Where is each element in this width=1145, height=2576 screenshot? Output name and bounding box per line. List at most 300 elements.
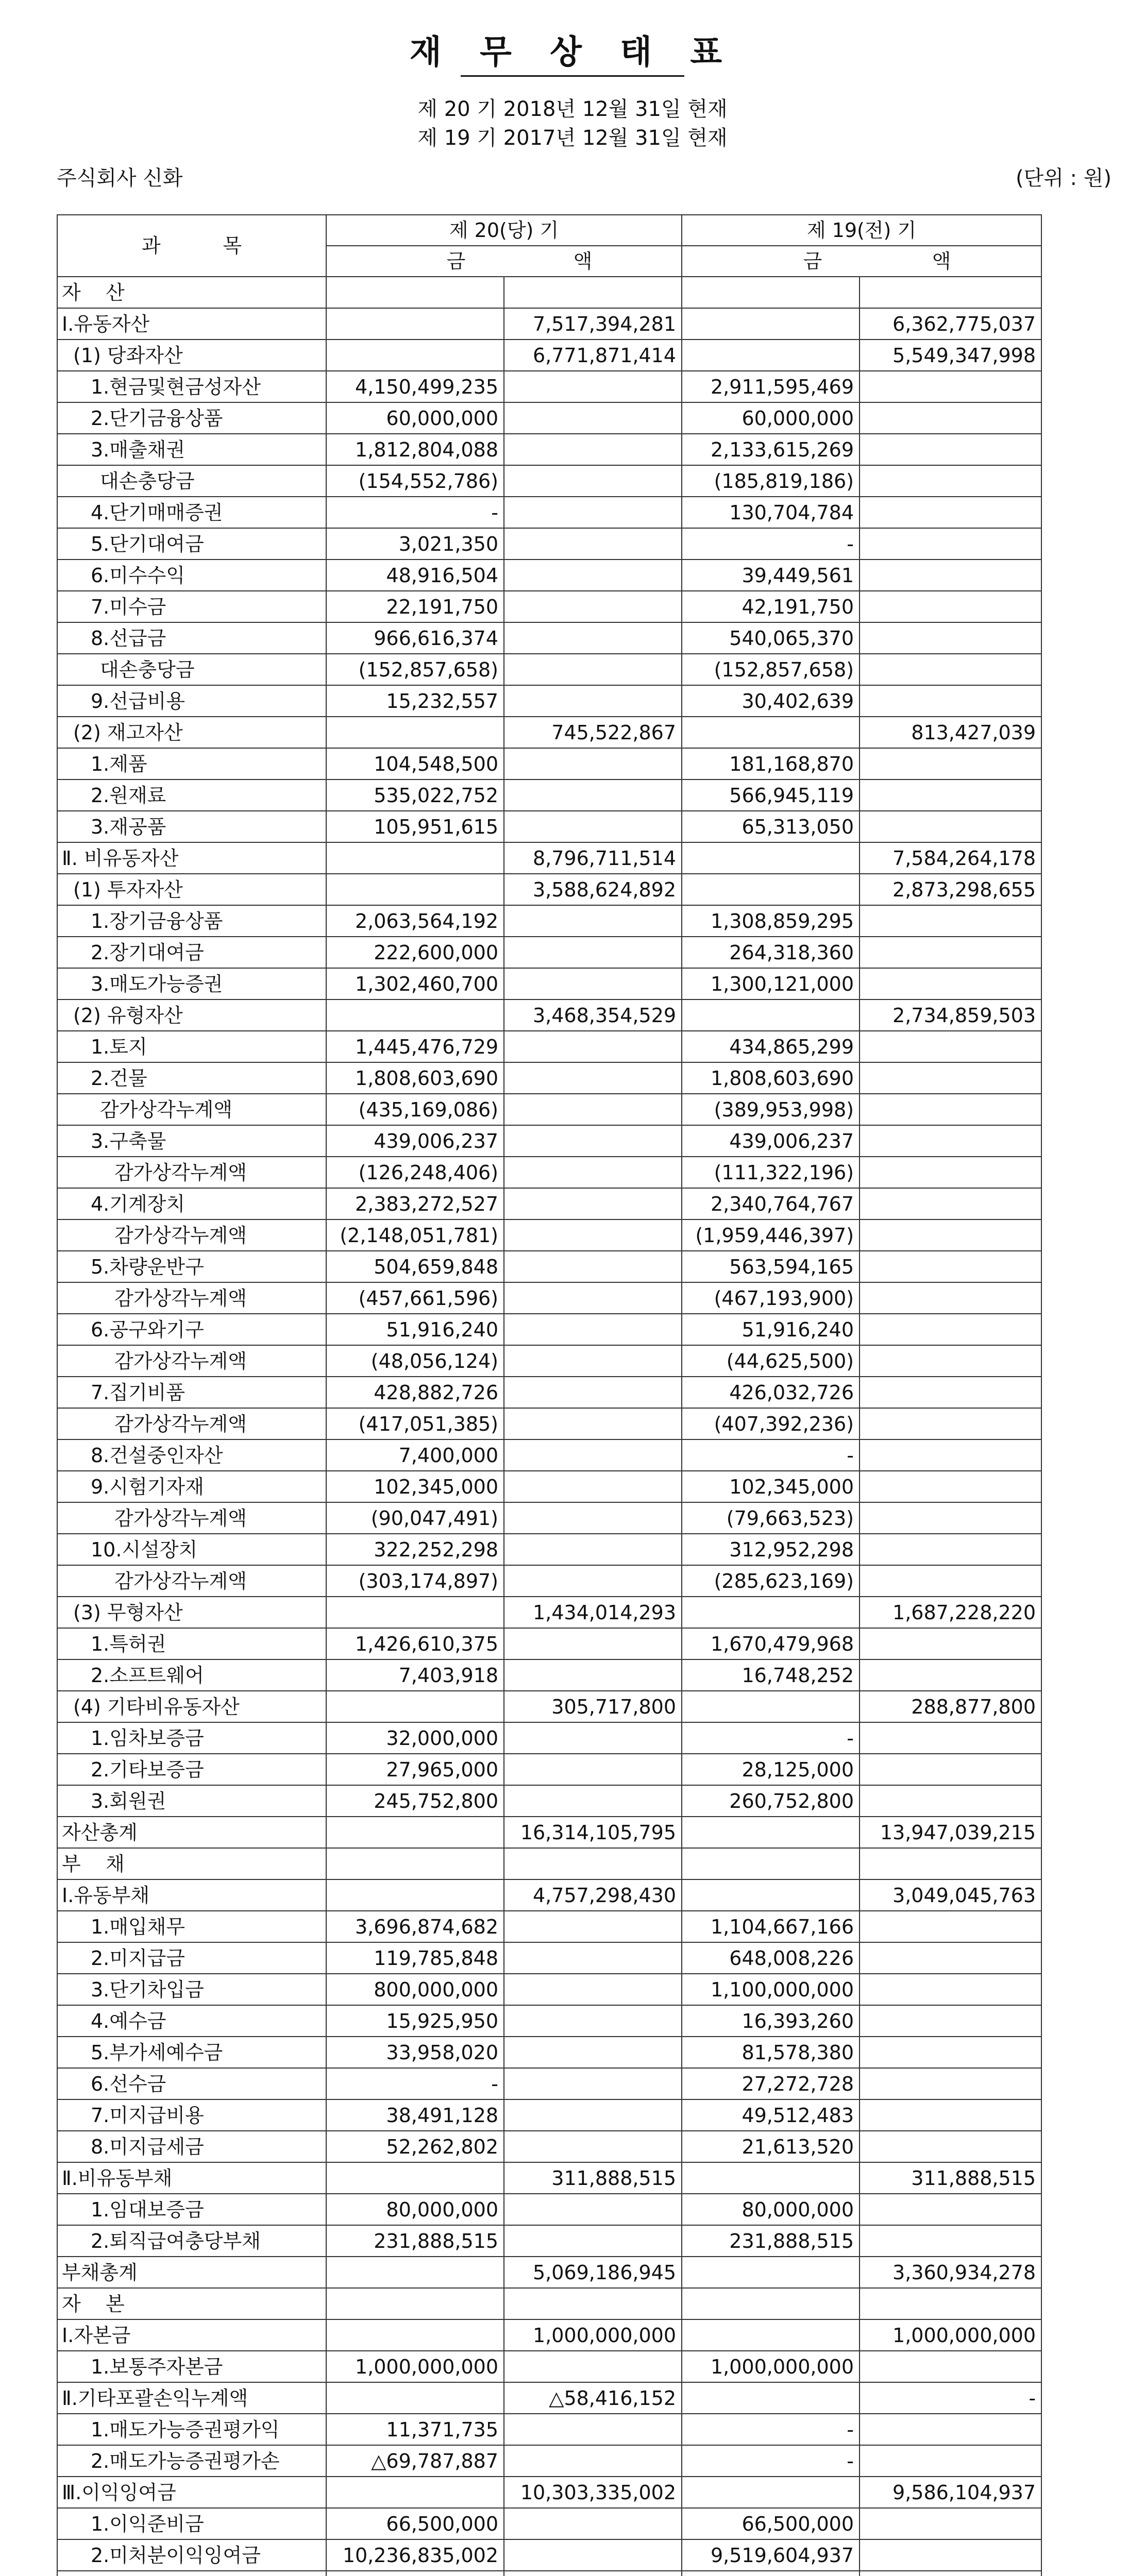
previous-subtotal-amount (860, 1502, 1041, 1534)
current-detail-amount (326, 1848, 504, 1879)
current-subtotal-amount (504, 1377, 682, 1408)
current-subtotal-amount (504, 1534, 682, 1565)
current-subtotal-amount (504, 434, 682, 465)
current-detail-amount (326, 2477, 504, 2508)
table-row (57, 2037, 1041, 2068)
current-detail-amount: 1,808,603,690 (326, 1062, 504, 1094)
current-detail-amount: 102,345,000 (326, 1471, 504, 1502)
previous-detail-amount: 566,945,119 (682, 779, 860, 811)
current-detail-amount: 231,888,515 (326, 2225, 504, 2257)
current-detail-amount: (303,174,897) (326, 1565, 504, 1597)
table-row (57, 497, 1041, 528)
previous-detail-amount (682, 2571, 860, 2576)
table-row (57, 402, 1041, 434)
current-subtotal-amount: 16,314,105,795 (504, 1817, 682, 1848)
current-detail-amount: 22,191,750 (326, 591, 504, 622)
table-row (57, 1314, 1041, 1345)
account-label: 6.미수수익 (57, 560, 326, 591)
table-row (57, 2319, 1041, 2351)
account-label: 2.퇴직급여충당부채 (57, 2225, 326, 2257)
previous-subtotal-amount: 288,877,800 (860, 1691, 1041, 1722)
current-detail-amount: 1,445,476,729 (326, 1031, 504, 1062)
current-detail-amount: (417,051,385) (326, 1408, 504, 1439)
account-label: 5.차량운반구 (57, 1251, 326, 1282)
previous-subtotal-amount: 13,947,039,215 (860, 1817, 1041, 1848)
account-label: 6.공구와기구 (57, 1314, 326, 1345)
previous-detail-amount (682, 2288, 860, 2319)
previous-subtotal-amount: 7,584,264,178 (860, 842, 1041, 874)
account-label: (1) 당좌자산 (57, 340, 326, 371)
account-label: 4.기계장치 (57, 1188, 326, 1219)
account-label: 3.재공품 (57, 811, 326, 842)
current-detail-amount (326, 2382, 504, 2414)
current-subtotal-amount (504, 1628, 682, 1659)
current-subtotal-amount (504, 2068, 682, 2099)
previous-detail-amount: 51,916,240 (682, 1314, 860, 1345)
current-subtotal-amount (504, 465, 682, 497)
current-subtotal-amount (504, 1659, 682, 1691)
previous-subtotal-amount (860, 1534, 1041, 1565)
previous-detail-amount (682, 277, 860, 308)
previous-detail-amount: (44,625,500) (682, 1345, 860, 1377)
current-detail-amount: 105,951,615 (326, 811, 504, 842)
account-label: 감가상각누계액 (57, 1219, 326, 1251)
current-subtotal-amount (504, 1911, 682, 1942)
current-subtotal-amount (504, 2099, 682, 2131)
unit-label: (단위 : 원) (1015, 166, 1112, 190)
previous-detail-amount (682, 1597, 860, 1628)
current-subtotal-amount (504, 1314, 682, 1345)
table-row (57, 2414, 1041, 2445)
table-row (57, 1691, 1041, 1722)
current-subtotal-amount (504, 2445, 682, 2477)
table-row (57, 340, 1041, 371)
table-row (57, 1377, 1041, 1408)
current-subtotal-amount (504, 560, 682, 591)
account-label: Ⅱ. 비유동자산 (57, 842, 326, 874)
table-row (57, 1439, 1041, 1471)
previous-subtotal-amount (860, 2414, 1041, 2445)
previous-detail-amount: 181,168,870 (682, 748, 860, 779)
previous-detail-amount: 66,500,000 (682, 2508, 860, 2539)
current-detail-amount (326, 308, 504, 340)
account-label: 3.매출채권 (57, 434, 326, 465)
account-label: 2.원재료 (57, 779, 326, 811)
table-row (57, 1345, 1041, 1377)
previous-detail-amount (682, 2477, 860, 2508)
previous-detail-amount: - (682, 1722, 860, 1754)
current-subtotal-amount (504, 1282, 682, 1314)
table-row (57, 2225, 1041, 2257)
current-subtotal-amount (504, 1157, 682, 1188)
current-detail-amount: 245,752,800 (326, 1785, 504, 1817)
table-row (57, 2005, 1041, 2037)
previous-subtotal-amount (860, 2508, 1041, 2539)
table-row (57, 842, 1041, 874)
previous-subtotal-amount: 813,427,039 (860, 717, 1041, 748)
current-subtotal-amount (504, 591, 682, 622)
current-detail-amount: 33,958,020 (326, 2037, 504, 2068)
previous-subtotal-amount (860, 1911, 1041, 1942)
current-detail-amount: 7,400,000 (326, 1439, 504, 1471)
previous-subtotal-amount (860, 1722, 1041, 1754)
account-label: 1.토지 (57, 1031, 326, 1062)
previous-detail-amount: 2,340,764,767 (682, 1188, 860, 1219)
account-label: 2.매도가능증권평가손 (57, 2445, 326, 2477)
account-label: 7.미수금 (57, 591, 326, 622)
account-label: 3.회원권 (57, 1785, 326, 1817)
table-row (57, 1879, 1041, 1911)
previous-detail-amount (682, 2382, 860, 2414)
current-subtotal-amount: △58,416,152 (504, 2382, 682, 2414)
current-subtotal-amount: 311,888,515 (504, 2162, 682, 2194)
current-subtotal-amount (504, 1439, 682, 1471)
previous-detail-amount (682, 2257, 860, 2288)
current-detail-amount: 2,063,564,192 (326, 905, 504, 937)
table-row (57, 1188, 1041, 1219)
previous-subtotal-amount (860, 1188, 1041, 1219)
account-label: 8.미지급세금 (57, 2131, 326, 2162)
table-row (57, 654, 1041, 685)
current-subtotal-amount (504, 2508, 682, 2539)
table-row (57, 905, 1041, 937)
table-row (57, 2162, 1041, 2194)
account-label: Ⅰ.자본금 (57, 2319, 326, 2351)
current-detail-amount (326, 2288, 504, 2319)
current-subtotal-amount (504, 2539, 682, 2571)
current-detail-amount (326, 842, 504, 874)
previous-detail-amount: 27,272,728 (682, 2068, 860, 2099)
previous-detail-amount: 65,313,050 (682, 811, 860, 842)
previous-detail-amount: - (682, 528, 860, 560)
account-label: 2.소프트웨어 (57, 1659, 326, 1691)
previous-detail-amount: 81,578,380 (682, 2037, 860, 2068)
previous-subtotal-amount (860, 2194, 1041, 2225)
current-detail-amount: 535,022,752 (326, 779, 504, 811)
previous-detail-amount: 2,133,615,269 (682, 434, 860, 465)
previous-subtotal-amount (860, 1219, 1041, 1251)
current-detail-amount (326, 2162, 504, 2194)
current-subtotal-amount: 10,303,335,002 (504, 2477, 682, 2508)
table-row (57, 1659, 1041, 1691)
current-detail-amount: 504,659,848 (326, 1251, 504, 1282)
previous-subtotal-amount: 2,873,298,655 (860, 874, 1041, 905)
account-label: 3.단기차입금 (57, 1974, 326, 2005)
previous-detail-amount: (152,857,658) (682, 654, 860, 685)
table-row (57, 560, 1041, 591)
table-row (57, 1031, 1041, 1062)
period-previous: 제 19 기 2017년 12월 31일 현재 (417, 126, 728, 150)
current-subtotal-amount (504, 371, 682, 402)
table-row (57, 1911, 1041, 1942)
account-label: 9.선급비용 (57, 685, 326, 717)
account-label: 5.단기대여금 (57, 528, 326, 560)
current-subtotal-amount: 8,796,711,514 (504, 842, 682, 874)
previous-subtotal-amount (860, 2351, 1041, 2382)
current-subtotal-amount (504, 685, 682, 717)
previous-detail-amount (682, 999, 860, 1031)
current-subtotal-amount (504, 2194, 682, 2225)
previous-detail-amount: 9,519,604,937 (682, 2539, 860, 2571)
account-label: (2) 유형자산 (57, 999, 326, 1031)
current-detail-amount: 4,150,499,235 (326, 371, 504, 402)
account-label: 감가상각누계액 (57, 1282, 326, 1314)
account-label: 자산총계 (57, 1817, 326, 1848)
previous-detail-amount: 1,104,667,166 (682, 1911, 860, 1942)
table-row (57, 1219, 1041, 1251)
previous-subtotal-amount (860, 2068, 1041, 2099)
table-header (57, 215, 1041, 277)
account-label: 자 산 (57, 277, 326, 308)
current-subtotal-amount (504, 497, 682, 528)
table-row (57, 277, 1041, 308)
previous-detail-amount: 312,952,298 (682, 1534, 860, 1565)
account-label: 3.구축물 (57, 1125, 326, 1157)
table-row (57, 1628, 1041, 1659)
table-row (57, 874, 1041, 905)
previous-detail-amount: 1,308,859,295 (682, 905, 860, 937)
previous-subtotal-amount (860, 1439, 1041, 1471)
previous-detail-amount (682, 2319, 860, 2351)
previous-subtotal-amount (860, 779, 1041, 811)
previous-subtotal-amount (860, 528, 1041, 560)
period-current: 제 20 기 2018년 12월 31일 현재 (417, 97, 728, 121)
previous-subtotal-amount: 5,549,347,998 (860, 340, 1041, 371)
previous-subtotal-amount (860, 2099, 1041, 2131)
current-detail-amount: 1,000,000,000 (326, 2351, 504, 2382)
account-label: 부 채 (57, 1848, 326, 1879)
table-row (57, 1785, 1041, 1817)
current-detail-amount: 1,812,804,088 (326, 434, 504, 465)
previous-subtotal-amount (860, 371, 1041, 402)
table-row (57, 591, 1041, 622)
previous-subtotal-amount (860, 1942, 1041, 1974)
previous-detail-amount: (389,953,998) (682, 1094, 860, 1125)
current-detail-amount: 48,916,504 (326, 560, 504, 591)
current-detail-amount: 10,236,835,002 (326, 2539, 504, 2571)
account-label: 대손충당금 (57, 654, 326, 685)
table-body (57, 277, 1041, 2576)
current-subtotal-amount (504, 2571, 682, 2576)
account-label: 9.시험기자재 (57, 1471, 326, 1502)
previous-subtotal-amount: 3,049,045,763 (860, 1879, 1041, 1911)
current-detail-amount: (2,148,051,781) (326, 1219, 504, 1251)
previous-subtotal-amount (860, 968, 1041, 999)
previous-detail-amount: 60,000,000 (682, 402, 860, 434)
table-row (57, 2257, 1041, 2288)
current-subtotal-amount (504, 402, 682, 434)
current-subtotal-amount: 5,069,186,945 (504, 2257, 682, 2288)
current-subtotal-amount (504, 1062, 682, 1094)
current-subtotal-amount (504, 905, 682, 937)
previous-subtotal-amount (860, 1408, 1041, 1439)
previous-subtotal-amount (860, 1094, 1041, 1125)
table-row (57, 685, 1041, 717)
current-subtotal-amount (504, 1565, 682, 1597)
previous-detail-amount (682, 717, 860, 748)
previous-subtotal-amount (860, 1628, 1041, 1659)
account-label: 2.미처분이익잉여금 (57, 2539, 326, 2571)
current-subtotal-amount: 1,000,000,000 (504, 2319, 682, 2351)
account-label: 1.현금및현금성자산 (57, 371, 326, 402)
current-detail-amount (326, 277, 504, 308)
current-subtotal-amount (504, 1094, 682, 1125)
current-subtotal-amount: 1,434,014,293 (504, 1597, 682, 1628)
previous-subtotal-amount (860, 560, 1041, 591)
previous-subtotal-amount (860, 591, 1041, 622)
current-subtotal-amount (504, 2037, 682, 2068)
current-subtotal-amount (504, 811, 682, 842)
previous-detail-amount (682, 1848, 860, 1879)
previous-detail-amount: - (682, 2414, 860, 2445)
current-detail-amount: (152,857,658) (326, 654, 504, 685)
previous-detail-amount: 439,006,237 (682, 1125, 860, 1157)
current-subtotal-amount (504, 2225, 682, 2257)
table-row (57, 1251, 1041, 1282)
current-detail-amount: 52,262,802 (326, 2131, 504, 2162)
table-row (57, 717, 1041, 748)
account-label: 감가상각누계액 (57, 1157, 326, 1188)
account-label: 1.제품 (57, 748, 326, 779)
current-detail-amount: - (326, 497, 504, 528)
table-row (57, 1722, 1041, 1754)
table-row (57, 2351, 1041, 2382)
current-subtotal-amount (504, 1345, 682, 1377)
previous-subtotal-amount (860, 622, 1041, 654)
header-account: 과 목 (57, 215, 326, 277)
previous-subtotal-amount (860, 1031, 1041, 1062)
previous-detail-amount: 260,752,800 (682, 1785, 860, 1817)
current-detail-amount: 966,616,374 (326, 622, 504, 654)
table-row (57, 968, 1041, 999)
current-subtotal-amount: 3,588,624,892 (504, 874, 682, 905)
account-label: 2.장기대여금 (57, 937, 326, 968)
account-label: 1.이익준비금 (57, 2508, 326, 2539)
table-row (57, 434, 1041, 465)
table-row (57, 1848, 1041, 1879)
current-detail-amount: 119,785,848 (326, 1942, 504, 1974)
current-subtotal-amount (504, 1974, 682, 2005)
previous-detail-amount: (79,663,523) (682, 1502, 860, 1534)
previous-subtotal-amount: 3,360,934,278 (860, 2257, 1041, 2288)
previous-subtotal-amount (860, 1659, 1041, 1691)
current-subtotal-amount (504, 1848, 682, 1879)
account-label: (4) 기타비유동자산 (57, 1691, 326, 1722)
table-row (57, 2194, 1041, 2225)
header-previous-period: 제 19(전) 기 (682, 215, 1041, 246)
current-subtotal-amount (504, 748, 682, 779)
previous-detail-amount: (111,322,196) (682, 1157, 860, 1188)
previous-detail-amount: 16,393,260 (682, 2005, 860, 2037)
current-detail-amount (326, 1691, 504, 1722)
current-subtotal-amount (504, 1502, 682, 1534)
table-row (57, 1125, 1041, 1157)
account-label (57, 2571, 326, 2576)
account-label: 2.기타보증금 (57, 1754, 326, 1785)
current-subtotal-amount: 4,757,298,430 (504, 1879, 682, 1911)
previous-subtotal-amount: - (860, 2382, 1041, 2414)
previous-detail-amount: 49,512,483 (682, 2099, 860, 2131)
table-row (57, 1565, 1041, 1597)
previous-subtotal-amount (860, 654, 1041, 685)
previous-detail-amount: 264,318,360 (682, 937, 860, 968)
current-subtotal-amount (504, 2351, 682, 2382)
current-subtotal-amount (504, 654, 682, 685)
account-label: 1.매입채무 (57, 1911, 326, 1942)
previous-detail-amount (682, 874, 860, 905)
previous-subtotal-amount (860, 685, 1041, 717)
previous-subtotal-amount (860, 2225, 1041, 2257)
table-row (57, 1062, 1041, 1094)
previous-detail-amount: 21,613,520 (682, 2131, 860, 2162)
previous-subtotal-amount (860, 277, 1041, 308)
current-detail-amount: 80,000,000 (326, 2194, 504, 2225)
current-detail-amount: 38,491,128 (326, 2099, 504, 2131)
previous-detail-amount: (1,959,446,397) (682, 1219, 860, 1251)
previous-subtotal-amount (860, 811, 1041, 842)
previous-subtotal-amount: 2,734,859,503 (860, 999, 1041, 1031)
account-label: 2.단기금융상품 (57, 402, 326, 434)
table-row (57, 1597, 1041, 1628)
previous-detail-amount: 434,865,299 (682, 1031, 860, 1062)
table-row (57, 1282, 1041, 1314)
current-subtotal-amount (504, 622, 682, 654)
current-subtotal-amount (504, 968, 682, 999)
table-row (57, 2099, 1041, 2131)
account-label: 2.미지급금 (57, 1942, 326, 1974)
account-label: Ⅰ.유동부채 (57, 1879, 326, 1911)
previous-subtotal-amount (860, 1314, 1041, 1345)
current-detail-amount: 27,965,000 (326, 1754, 504, 1785)
previous-detail-amount: 39,449,561 (682, 560, 860, 591)
previous-subtotal-amount (860, 1785, 1041, 1817)
previous-subtotal-amount: 1,000,000,000 (860, 2319, 1041, 2351)
current-subtotal-amount (504, 2131, 682, 2162)
table-row (57, 1974, 1041, 2005)
current-detail-amount: 1,302,460,700 (326, 968, 504, 999)
account-label: 2.건물 (57, 1062, 326, 1094)
previous-detail-amount: (407,392,236) (682, 1408, 860, 1439)
account-label: 1.매도가능증권평가익 (57, 2414, 326, 2445)
current-subtotal-amount (504, 2005, 682, 2037)
account-label: 4.단기매매증권 (57, 497, 326, 528)
previous-detail-amount: - (682, 1439, 860, 1471)
previous-subtotal-amount (860, 1157, 1041, 1188)
previous-subtotal-amount (860, 1974, 1041, 2005)
previous-subtotal-amount (860, 434, 1041, 465)
current-detail-amount: (457,661,596) (326, 1282, 504, 1314)
current-subtotal-amount (504, 277, 682, 308)
previous-subtotal-amount (860, 1345, 1041, 1377)
table-row (57, 748, 1041, 779)
previous-detail-amount (682, 1691, 860, 1722)
previous-subtotal-amount (860, 1565, 1041, 1597)
current-detail-amount (326, 1879, 504, 1911)
previous-detail-amount (682, 2162, 860, 2194)
current-detail-amount: 2,383,272,527 (326, 1188, 504, 1219)
current-detail-amount (326, 874, 504, 905)
account-label: 감가상각누계액 (57, 1094, 326, 1125)
previous-subtotal-amount (860, 2288, 1041, 2319)
previous-detail-amount: 540,065,370 (682, 622, 860, 654)
current-subtotal-amount: 3,468,354,529 (504, 999, 682, 1031)
previous-detail-amount: 42,191,750 (682, 591, 860, 622)
account-label: 감가상각누계액 (57, 1565, 326, 1597)
account-label: 1.임대보증금 (57, 2194, 326, 2225)
current-detail-amount (326, 1597, 504, 1628)
current-detail-amount: 104,548,500 (326, 748, 504, 779)
current-subtotal-amount (504, 779, 682, 811)
